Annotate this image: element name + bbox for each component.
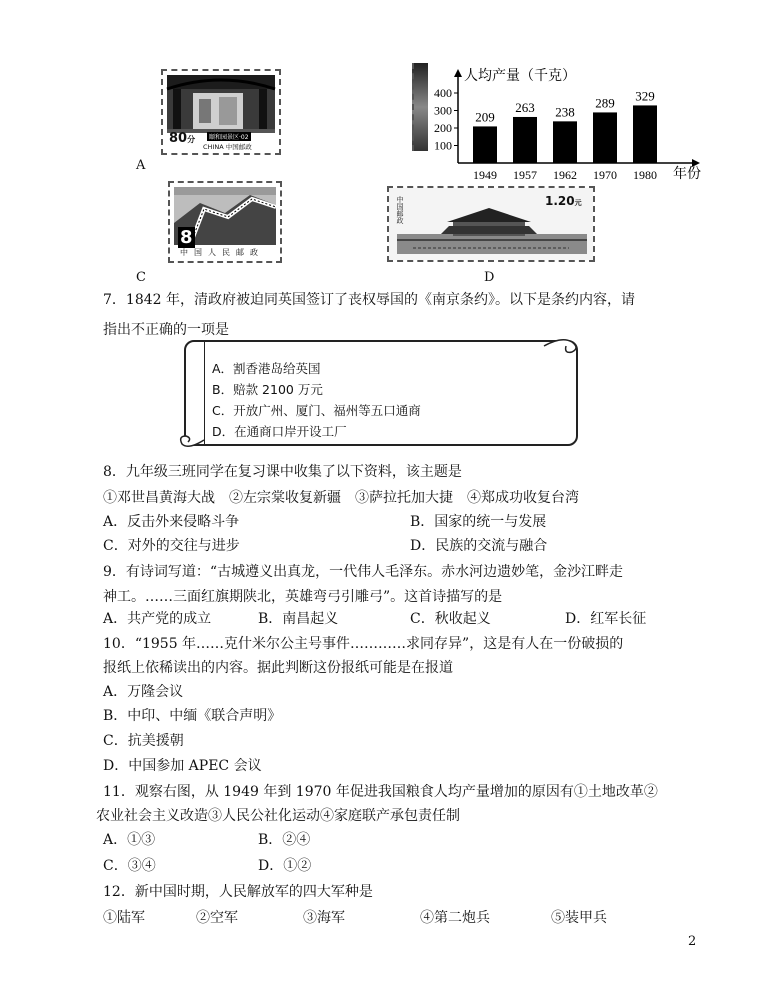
stamp-a-caption: 颐和园景区·02 [209, 134, 249, 141]
chart-x-tick-label: 1980 [633, 168, 657, 182]
q8-line2: ①邓世昌黄海大战 ②左宗棠收复新疆 ③萨拉托加大捷 ④郑成功收复台湾 [103, 490, 579, 506]
q7-option-c: C．开放广州、厦门、福州等五口通商 [212, 403, 421, 418]
page-number: 2 [688, 934, 697, 949]
stamp-a-country: CHINA 中国邮政 [203, 143, 252, 151]
chart-bar [473, 126, 497, 163]
q12-option-2: ②空军 [196, 910, 238, 926]
chart-y-tick-label: 300 [434, 103, 452, 118]
stamp-a-price: 80分 [169, 131, 196, 146]
chart-y-tick-label: 100 [434, 138, 452, 153]
treaty-scroll [184, 340, 578, 446]
chart-data-label: 289 [595, 95, 615, 111]
stamp-d-label: D [484, 270, 495, 285]
q8-line1: 8．九年级三班同学在复习课中收集了以下资料，该主题是 [103, 464, 462, 480]
stamp-c-price: 8 [180, 227, 193, 248]
q11-option-a: A．①③ [103, 832, 156, 848]
stamp-a [161, 69, 281, 155]
q11-option-b: B．②④ [258, 832, 311, 848]
q7-option-d: D．在通商口岸开设工厂 [212, 424, 347, 439]
q7-option-b: B．赔款 2100 万元 [212, 382, 323, 397]
chart-xlabel: 年份 [673, 167, 701, 182]
q10-option-d: D．中国参加 APEC 会议 [103, 758, 262, 774]
q12-option-1: ①陆军 [103, 910, 145, 926]
q10-option-a: A．万隆会议 [103, 684, 184, 700]
q7-line2: 指出不正确的一项是 [103, 322, 229, 338]
q12-option-5: ⑤装甲兵 [551, 910, 607, 926]
q8-option-b: B．国家的统一与发展 [410, 514, 547, 530]
scroll-curl-bottom-icon [178, 428, 206, 452]
q10-line2: 报纸上依稀读出的内容。据此判断这份报纸可能是在报道 [103, 660, 453, 676]
q9-option-b: B．南昌起义 [258, 611, 339, 627]
grain-chart [412, 63, 712, 188]
stamp-d [387, 186, 595, 262]
q12-option-4: ④第二炮兵 [420, 910, 490, 926]
q9-line1: 9．有诗词写道：“古城遵义出真龙，一代伟人毛泽东。赤水河边遗妙笔，金沙江畔走 [103, 564, 624, 580]
q10-option-c: C．抗美援朝 [103, 733, 184, 749]
chart-x-tick-label: 1949 [473, 168, 497, 182]
scroll-curl-top-icon [542, 334, 582, 358]
q12-option-3: ③海军 [303, 910, 345, 926]
q9-line2: 神工。……三面红旗期陕北，英雄弯弓引雕弓”。这首诗描写的是 [103, 589, 503, 605]
scroll-divider [204, 342, 205, 444]
stamp-c-country: 中国人民邮政 [180, 248, 264, 257]
chart-data-label: 263 [515, 99, 535, 115]
chart-title: 人均产量（千克） [464, 69, 576, 84]
q8-option-a: A．反击外来侵略斗争 [103, 514, 240, 530]
stamp-c-label: C [136, 270, 146, 285]
q10-option-b: B．中印、中缅《联合声明》 [103, 708, 282, 724]
stamp-c [168, 181, 282, 263]
q8-option-d: D．民族的交流与融合 [410, 538, 548, 554]
chart-y-axis-arrow-icon [454, 69, 462, 77]
chart-data-label: 209 [475, 109, 495, 125]
stamp-a-label: A [136, 158, 146, 173]
q8-option-c: C．对外的交往与进步 [103, 538, 240, 554]
chart-y-tick-label: 200 [434, 121, 452, 135]
chart-x-tick-label: 1970 [593, 168, 617, 182]
q11-line2: 农业社会主义改造③人民公社化运动④家庭联产承包责任制 [96, 808, 460, 824]
stamp-d-country: 中国邮政 [396, 196, 404, 224]
chart-x-tick-label: 1957 [513, 168, 537, 182]
chart-bar [593, 112, 617, 163]
chart-bar [633, 105, 657, 163]
chart-bar [513, 117, 537, 163]
chart-x-tick-label: 1962 [553, 168, 577, 182]
q12-line1: 12．新中国时期，人民解放军的四大军种是 [103, 884, 373, 900]
q9-option-a: A．共产党的成立 [103, 611, 212, 627]
q7-line1: 7．1842 年，清政府被迫同英国签订了丧权辱国的《南京条约》。以下是条约内容，请 [103, 292, 635, 308]
chart-bar [553, 121, 577, 163]
chart-y-tick-label: 400 [434, 86, 452, 100]
chart-x-axis-arrow-icon [692, 159, 700, 167]
q11-option-c: C．③④ [103, 858, 156, 874]
stamp-d-price: 1.20元 [545, 194, 582, 208]
chart-data-label: 238 [555, 104, 575, 120]
q9-option-c: C．秋收起义 [410, 611, 491, 627]
q10-line1: 10．“1955 年……克什米尔公主号事件…………求同存异”，这是有人在一份破损的 [103, 636, 624, 652]
q11-option-d: D．①② [258, 858, 312, 874]
q9-option-d: D．红军长征 [565, 611, 647, 627]
q11-line1: 11．观察右图，从 1949 年到 1970 年促进我国粮食人均产量增加的原因有①土地改革② [103, 784, 658, 800]
chart-data-label: 329 [635, 88, 655, 104]
q7-option-a: A．割香港岛给英国 [212, 361, 321, 376]
